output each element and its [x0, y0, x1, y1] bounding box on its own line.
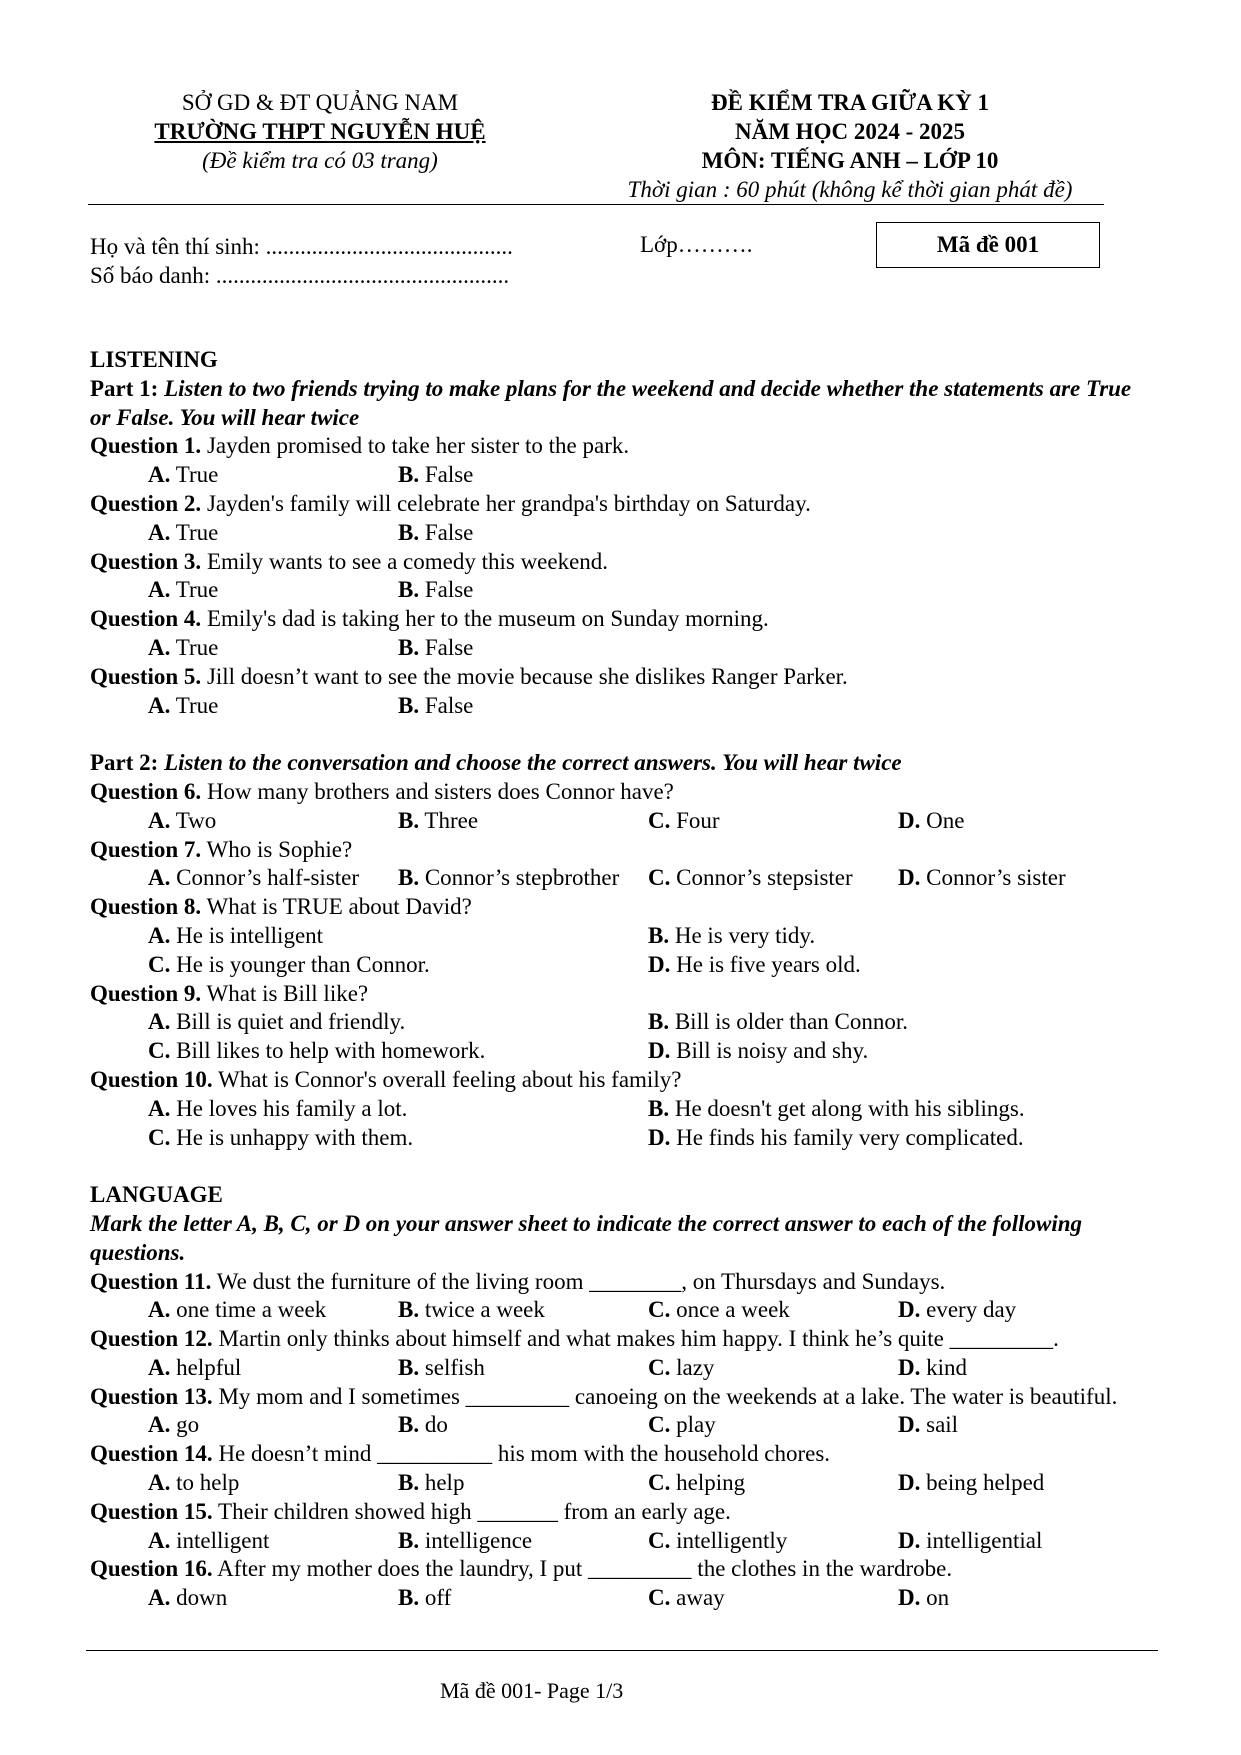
- option-b[interactable]: B. Connor’s stepbrother: [398, 865, 620, 891]
- options-row: [90, 951, 1150, 980]
- question-stem: [90, 1555, 1150, 1584]
- question-11: [90, 1268, 1150, 1326]
- question-stem: [90, 1383, 1150, 1412]
- question-stem: [90, 663, 1150, 692]
- options-row: [90, 1527, 1150, 1556]
- option-d[interactable]: D. being helped: [898, 1470, 1045, 1496]
- question-14: [90, 1440, 1150, 1498]
- option-a[interactable]: A. True: [148, 519, 219, 545]
- question-stem: [90, 836, 1150, 865]
- option-d[interactable]: D. One: [898, 807, 965, 833]
- option-a[interactable]: A. one time a week: [148, 1297, 327, 1323]
- option-a[interactable]: A. He is intelligent: [148, 922, 324, 948]
- question-10: [90, 1066, 1150, 1152]
- question-stem: [90, 1268, 1150, 1297]
- option-b[interactable]: B. He is very tidy.: [648, 922, 816, 948]
- question-stem: [90, 1325, 1150, 1354]
- option-b[interactable]: B. False: [398, 634, 474, 660]
- question-1: [90, 432, 1150, 490]
- option-d[interactable]: D. sail: [898, 1412, 959, 1438]
- question-text: Who is Sophie?: [201, 836, 353, 862]
- question-2: [90, 490, 1150, 548]
- options-row: [90, 1095, 1150, 1124]
- question-stem: [90, 1440, 1150, 1469]
- question-label: Question 2.: [90, 490, 202, 516]
- options-row: [90, 807, 1150, 836]
- question-16: [90, 1555, 1150, 1613]
- option-c[interactable]: C. play: [648, 1412, 716, 1438]
- exam-code-box: Mã đề 001: [876, 222, 1100, 268]
- option-a[interactable]: A. helpful: [148, 1354, 242, 1380]
- part2-instruction: Part 2: Listen to the conversation and choose the correct answers. You will hear twice: [90, 750, 902, 776]
- question-text: We dust the furniture of the living room ________, on Thursdays and Sundays.: [211, 1268, 946, 1294]
- school-year: NĂM HỌC 2024 - 2025: [735, 119, 965, 144]
- question-label: Question 4.: [90, 606, 202, 632]
- option-b[interactable]: B. intelligence: [398, 1527, 533, 1553]
- question-stem: [90, 980, 1150, 1009]
- option-a[interactable]: A. True: [148, 634, 219, 660]
- school-name: TRƯỜNG THPT NGUYỄN HUỆ: [154, 119, 486, 144]
- option-a[interactable]: A. True: [148, 577, 219, 603]
- option-b[interactable]: B. He doesn't get along with his siblings.: [648, 1095, 1025, 1121]
- header-right: [600, 88, 1100, 204]
- options-row: [90, 1354, 1150, 1383]
- question-7: [90, 836, 1150, 894]
- options-row: [90, 1296, 1150, 1325]
- question-stem: [90, 605, 1150, 634]
- option-a[interactable]: A. True: [148, 692, 219, 718]
- options-row: [90, 461, 1150, 490]
- question-text: He doesn’t mind __________ his mom with the household chores.: [212, 1441, 831, 1467]
- option-d[interactable]: D. He finds his family very complicated.: [648, 1124, 1024, 1150]
- option-d[interactable]: D. He is five years old.: [648, 951, 861, 977]
- option-d[interactable]: D. every day: [898, 1297, 1017, 1323]
- option-b[interactable]: B. do: [398, 1412, 448, 1438]
- question-label: Question 16.: [90, 1556, 213, 1582]
- option-b[interactable]: B. False: [398, 519, 474, 545]
- options-row: [90, 1411, 1150, 1440]
- option-a[interactable]: A. to help: [148, 1470, 240, 1496]
- question-13: [90, 1383, 1150, 1441]
- question-label: Question 5.: [90, 663, 202, 689]
- question-12: [90, 1325, 1150, 1383]
- option-d[interactable]: D. on: [898, 1585, 950, 1611]
- question-3: [90, 548, 1150, 606]
- student-name-field[interactable]: Họ và tên thí sinh: ...........................................: [90, 234, 513, 259]
- option-c[interactable]: C. once a week: [648, 1297, 790, 1323]
- time-allowed: Thời gian : 60 phút (không kể thời gian phát đề): [627, 177, 1073, 202]
- question-label: Question 9.: [90, 980, 202, 1006]
- question-text: After my mother does the laundry, I put _________ the clothes in the wardrobe.: [212, 1556, 953, 1582]
- student-info: [90, 232, 513, 290]
- question-label: Question 1.: [90, 433, 202, 459]
- question-label: Question 14.: [90, 1441, 213, 1467]
- question-15: [90, 1498, 1150, 1556]
- option-b[interactable]: B. selfish: [398, 1354, 485, 1380]
- question-stem: [90, 778, 1150, 807]
- question-9: [90, 980, 1150, 1066]
- options-row: [90, 1037, 1150, 1066]
- option-c[interactable]: C. Bill likes to help with homework.: [148, 1038, 486, 1064]
- option-c[interactable]: C. Connor’s stepsister: [648, 865, 853, 891]
- listening-title: LISTENING: [90, 347, 218, 372]
- option-d[interactable]: D. kind: [898, 1354, 968, 1380]
- question-text: My mom and I sometimes _________ canoeing on the weekends at a lake. The water is beautiful.: [212, 1383, 1118, 1409]
- header-divider: [88, 204, 1104, 205]
- option-a[interactable]: A. He loves his family a lot.: [148, 1095, 408, 1121]
- question-stem: [90, 490, 1150, 519]
- question-6: [90, 778, 1150, 836]
- question-label: Question 15.: [90, 1498, 213, 1524]
- language-title: LANGUAGE: [90, 1182, 223, 1208]
- option-c[interactable]: C. He is younger than Connor.: [148, 951, 430, 977]
- question-text: What is TRUE about David?: [201, 894, 472, 920]
- option-a[interactable]: A. go: [148, 1412, 200, 1438]
- question-label: Question 6.: [90, 778, 202, 804]
- question-label: Question 3.: [90, 548, 202, 574]
- question-text: Jayden's family will celebrate her grandpa's birthday on Saturday.: [201, 490, 811, 516]
- question-label: Question 7.: [90, 836, 202, 862]
- options-row: [90, 1008, 1150, 1037]
- option-b[interactable]: B. False: [398, 692, 474, 718]
- option-b[interactable]: B. twice a week: [398, 1297, 545, 1323]
- option-a[interactable]: A. Connor’s half-sister: [148, 865, 360, 891]
- option-a[interactable]: A. True: [148, 462, 219, 488]
- page-count-note: (Đề kiểm tra có 03 trang): [202, 148, 438, 173]
- question-label: Question 13.: [90, 1383, 213, 1409]
- part1-instruction: Part 1: Listen to two friends trying to make plans for the weekend and decide whether the statements are True or False. You will hear twice: [90, 375, 1132, 430]
- department-name: SỞ GD & ĐT QUẢNG NAM: [181, 90, 459, 115]
- question-label: Question 11.: [90, 1268, 212, 1294]
- subject: MÔN: TIẾNG ANH – LỚP 10: [701, 148, 999, 173]
- header-left: [100, 88, 540, 175]
- option-d[interactable]: D. Connor’s sister: [898, 865, 1066, 891]
- question-stem: [90, 893, 1150, 922]
- exam-title: ĐỀ KIỂM TRA GIỮA KỲ 1: [711, 90, 989, 115]
- option-b[interactable]: B. off: [398, 1585, 452, 1611]
- question-text: Jill doesn’t want to see the movie because she dislikes Ranger Parker.: [201, 663, 848, 689]
- options-row: [90, 1469, 1150, 1498]
- question-stem: [90, 1066, 1150, 1095]
- student-id-field[interactable]: Số báo danh: ...................................................: [90, 263, 510, 288]
- question-stem: [90, 432, 1150, 461]
- question-5: [90, 663, 1150, 721]
- option-c[interactable]: C. helping: [648, 1470, 746, 1496]
- option-b[interactable]: B. False: [398, 462, 474, 488]
- exam-content: [90, 346, 1150, 1613]
- options-row: [90, 922, 1150, 951]
- question-text: What is Connor's overall feeling about his family?: [212, 1066, 682, 1092]
- question-4: [90, 605, 1150, 663]
- options-row: [90, 1584, 1150, 1613]
- option-c[interactable]: C. He is unhappy with them.: [148, 1124, 414, 1150]
- option-b[interactable]: B. Bill is older than Connor.: [648, 1009, 909, 1035]
- question-8: [90, 893, 1150, 979]
- page-footer: Mã đề 001- Page 1/3: [440, 1678, 624, 1703]
- question-text: Emily's dad is taking her to the museum on Sunday morning.: [201, 606, 769, 632]
- options-row: [90, 634, 1150, 663]
- option-a[interactable]: A. Bill is quiet and friendly.: [148, 1009, 406, 1035]
- question-text: How many brothers and sisters does Connor have?: [201, 778, 674, 804]
- options-row: [90, 519, 1150, 548]
- option-b[interactable]: B. help: [398, 1470, 465, 1496]
- question-text: Jayden promised to take her sister to the park.: [201, 433, 630, 459]
- question-label: Question 8.: [90, 894, 202, 920]
- options-row: [90, 1124, 1150, 1153]
- question-stem: [90, 548, 1150, 577]
- option-b[interactable]: B. False: [398, 577, 474, 603]
- question-text: What is Bill like?: [201, 980, 369, 1006]
- option-b[interactable]: B. Three: [398, 807, 479, 833]
- option-d[interactable]: D. intelligential: [898, 1527, 1043, 1553]
- question-text: Emily wants to see a comedy this weekend.: [201, 548, 609, 574]
- language-instruction: Mark the letter A, B, C, or D on your answer sheet to indicate the correct answer to each of the following questions.: [90, 1210, 1083, 1265]
- options-row: [90, 864, 1150, 893]
- option-c[interactable]: C. Four: [648, 807, 720, 833]
- class-field[interactable]: Lớp……….: [640, 232, 753, 257]
- option-a[interactable]: A. down: [148, 1585, 228, 1611]
- option-c[interactable]: C. lazy: [648, 1354, 715, 1380]
- options-row: [90, 692, 1150, 721]
- option-d[interactable]: D. Bill is noisy and shy.: [648, 1038, 869, 1064]
- question-text: Martin only thinks about himself and what makes him happy. I think he’s quite _________.: [212, 1326, 1059, 1352]
- option-c[interactable]: C. intelligently: [648, 1527, 788, 1553]
- option-c[interactable]: C. away: [648, 1585, 725, 1611]
- options-row: [90, 576, 1150, 605]
- footer-divider: [86, 1650, 1158, 1651]
- option-a[interactable]: A. Two: [148, 807, 217, 833]
- question-stem: [90, 1498, 1150, 1527]
- question-label: Question 10.: [90, 1066, 213, 1092]
- option-a[interactable]: A. intelligent: [148, 1527, 270, 1553]
- question-text: Their children showed high _______ from an early age.: [212, 1498, 731, 1524]
- question-label: Question 12.: [90, 1326, 213, 1352]
